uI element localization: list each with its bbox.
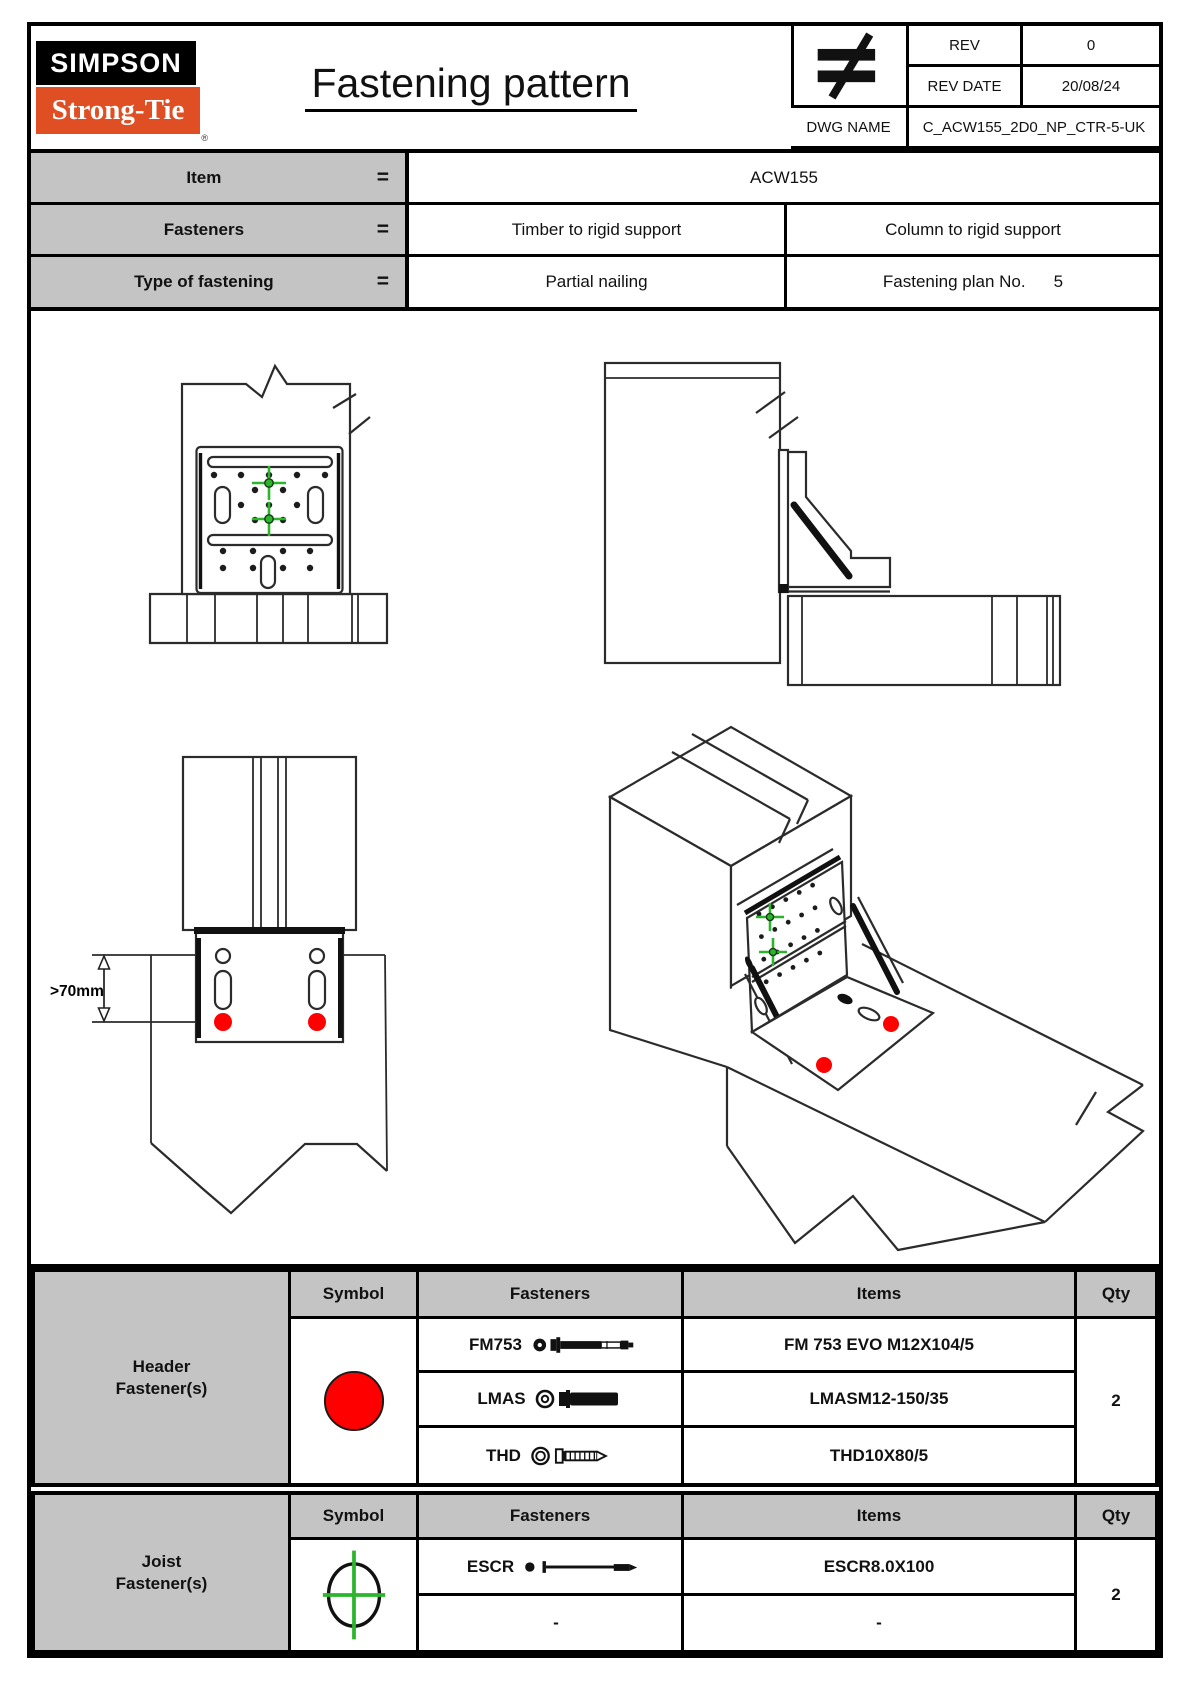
qty-cell: 2 [1074,1537,1155,1650]
col-qty: Qty [1074,1495,1155,1537]
header-fastener-group-label: Header Fastener(s) [35,1272,288,1483]
isometric-view [610,727,1143,1250]
not-equal-icon [791,26,906,108]
registered-mark: ® [201,133,208,143]
equals-sign: = [376,270,389,293]
fasteners-label: Fasteners [163,219,245,239]
dimension-label: >70mm [50,983,104,1000]
col-symbol: Symbol [288,1495,416,1537]
green-crosshair-icon [321,1547,387,1643]
plan-value: 5 [1053,272,1064,291]
fastener-code-cell: FM753 [416,1316,681,1370]
item-cell: LMASM12-150/35 [681,1370,1074,1425]
joist-symbol-cell [288,1537,416,1650]
dwg-name-label: DWG NAME [791,108,906,149]
spec-row-fasteners [31,205,1159,257]
lmas-bolt-icon [535,1384,635,1414]
dwg-name-value: C_ACW155_2D0_NP_CTR-5-UK [906,108,1159,149]
equals-sign: = [376,165,389,189]
col-fasteners: Fasteners [416,1495,681,1537]
revision-table [791,26,1159,149]
col-fasteners: Fasteners [416,1272,681,1316]
simpson-strongtie-logo [36,41,208,143]
equals-sign: = [376,217,389,241]
joist-fastener-group-label: Joist Fastener(s) [35,1495,288,1650]
spec-row-item [31,153,1159,205]
plan-label: Fastening plan No. [882,272,1026,291]
item-cell: FM 753 EVO M12X104/5 [681,1316,1074,1370]
page-title: Fastening pattern [246,60,696,107]
fastener-code-cell: ESCR [416,1537,681,1593]
logo-strongtie: Strong-Tie [36,87,200,134]
rev-date-label: REV DATE [906,67,1020,108]
logo-simpson: SIMPSON [36,41,196,85]
header-fastener-marker [816,1057,832,1073]
item-cell: - [681,1593,1074,1650]
detail-view [50,757,387,1213]
type-value: Partial nailing [545,272,648,291]
fasteners-value-right: Column to rigid support [784,205,1159,254]
fastening-plan-cell [784,257,1159,307]
item-cell: ESCR8.0X100 [681,1537,1074,1593]
col-items: Items [681,1272,1074,1316]
dimension-70mm [50,956,110,1021]
rev-date-value: 20/08/24 [1020,67,1159,108]
rev-label: REV [906,26,1020,67]
header-fastener-marker [214,1013,232,1031]
item-label: Item [186,167,222,187]
front-view [150,366,387,643]
fastener-code-cell: THD [416,1425,681,1483]
item-cell: THD10X80/5 [681,1425,1074,1483]
qty-cell: 2 [1074,1316,1155,1483]
header-symbol-cell [288,1316,416,1483]
page-border [27,22,1163,1658]
col-symbol: Symbol [288,1272,416,1316]
header-fastener-marker [883,1016,899,1032]
technical-drawing [31,311,1159,1268]
side-view [605,363,1060,685]
title-block [31,26,1159,153]
thd-screw-icon [530,1441,626,1471]
spec-row-type [31,257,1159,311]
fastener-code-cell: LMAS [416,1370,681,1425]
red-circle-icon [322,1369,386,1433]
item-value: ACW155 [749,167,819,187]
fm753-bolt-icon [531,1332,643,1358]
escr-screw-icon [523,1556,645,1578]
header-fastener-marker [308,1013,326,1031]
fastener-code-cell: - [416,1593,681,1650]
col-qty: Qty [1074,1272,1155,1316]
header-fastener-table [31,1268,1159,1487]
joist-fastener-table [31,1491,1159,1654]
fasteners-value-left: Timber to rigid support [511,219,682,239]
spec-table [31,153,1159,311]
rev-value: 0 [1020,26,1159,67]
type-label: Type of fastening [134,272,274,291]
col-items: Items [681,1495,1074,1537]
